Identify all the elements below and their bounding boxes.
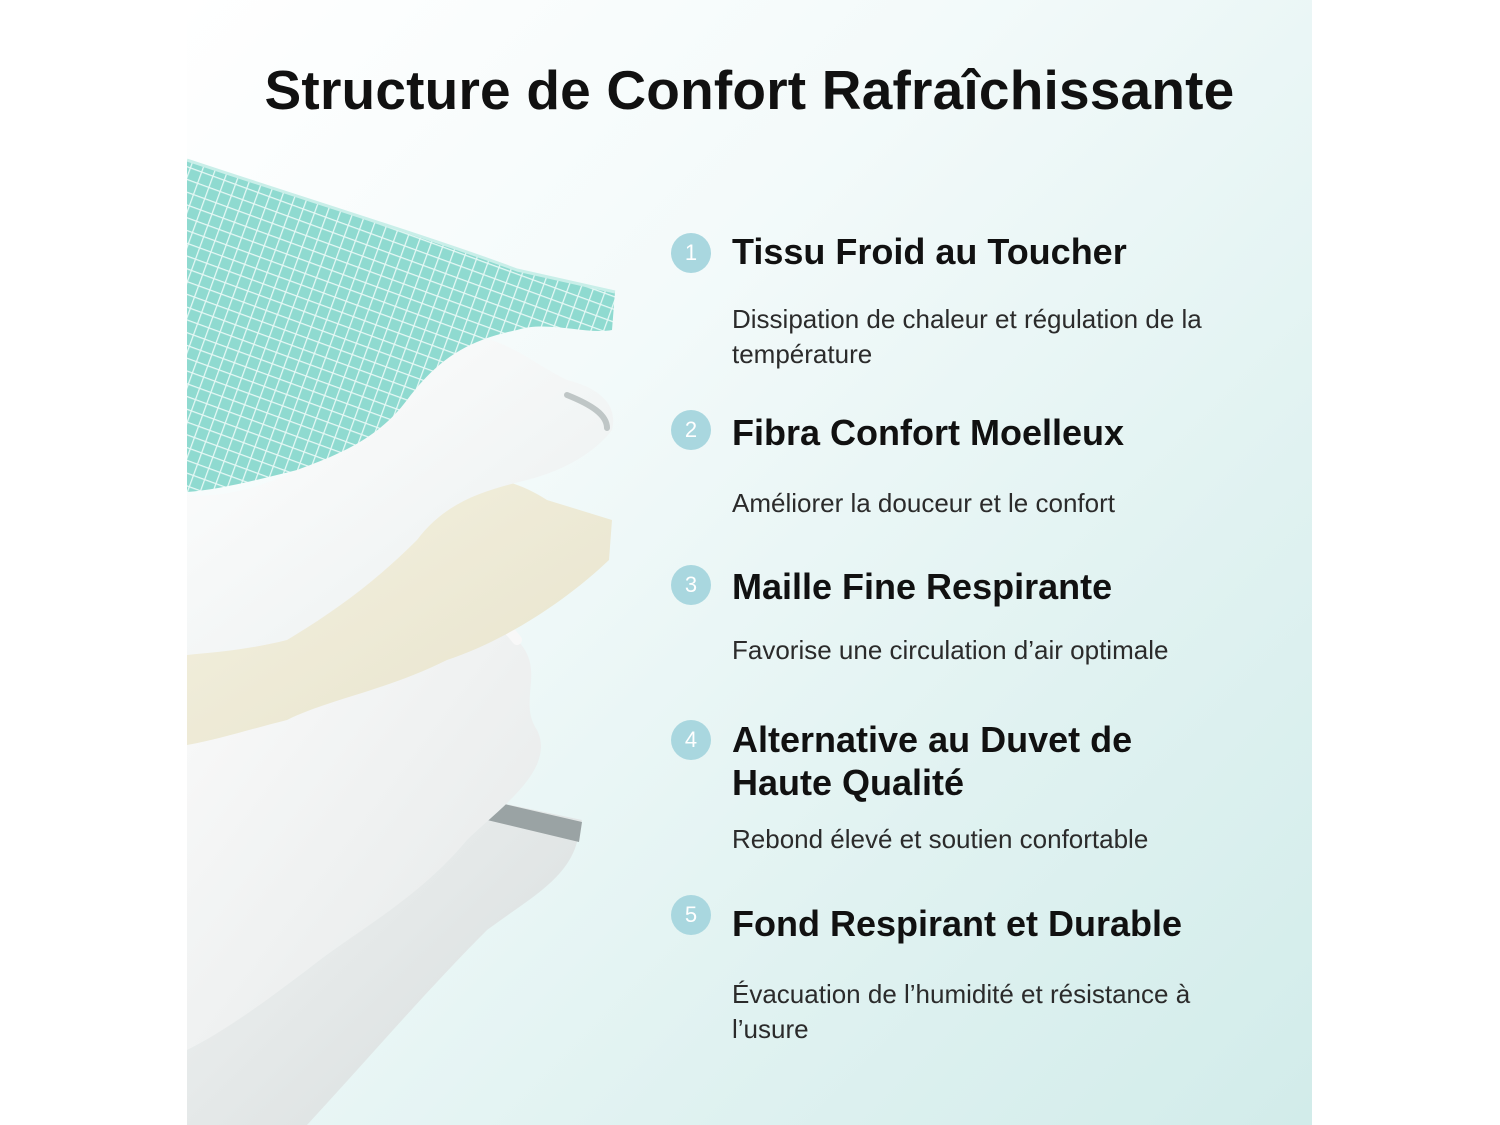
feature-description: Rebond élevé et soutien confortable [732, 824, 1149, 854]
infographic-panel [187, 0, 1312, 1125]
feature-title: Tissu Froid au Toucher [732, 231, 1127, 272]
feature-down-alternative [671, 718, 1271, 868]
feature-description: Améliorer la douceur et le confort [732, 488, 1115, 518]
feature-number-badge: 3 [671, 565, 711, 605]
feature-description: Favorise une circulation d’air optimale [732, 635, 1169, 665]
feature-cool-touch-fabric [671, 230, 1271, 380]
page-title: Structure de Confort Rafraîchissante [264, 59, 1235, 121]
feature-title: Alternative au Duvet de Haute Qualité [732, 719, 1133, 803]
feature-description: Évacuation de l’humidité et résistance à l’usure [732, 979, 1191, 1044]
feature-number-badge: 4 [671, 720, 711, 760]
feature-number-badge: 2 [671, 410, 711, 450]
feature-title: Maille Fine Respirante [732, 566, 1113, 607]
feature-number-badge: 5 [671, 895, 711, 935]
feature-fluffy-fiber [671, 410, 1271, 530]
feature-number-badge: 1 [671, 233, 711, 273]
feature-description: Dissipation de chaleur et régulation de la température [732, 304, 1202, 369]
feature-title: Fond Respirant et Durable [732, 903, 1183, 944]
layer-stack-illustration [187, 0, 647, 1125]
feature-bottom-fabric [671, 895, 1271, 1055]
feature-title: Fibra Confort Moelleux [732, 412, 1125, 453]
feature-fine-mesh [671, 565, 1271, 675]
